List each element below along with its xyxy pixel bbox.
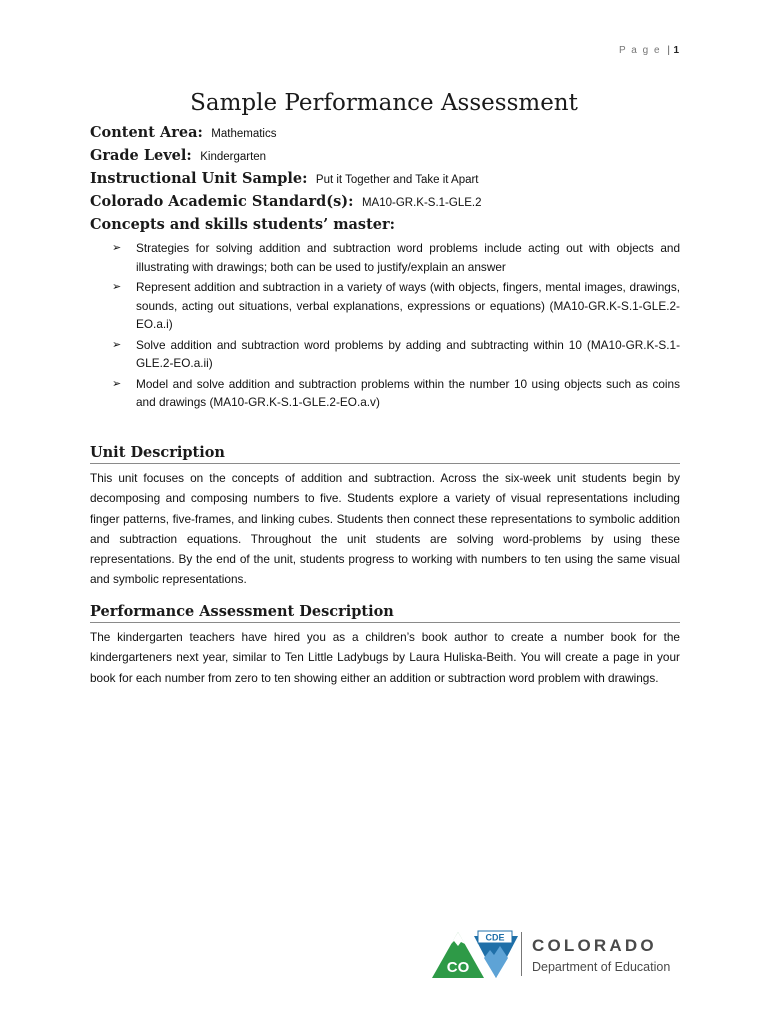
meta-unit-sample bbox=[90, 170, 680, 193]
meta-label: Grade Level: bbox=[90, 147, 192, 164]
assessment-meta bbox=[90, 124, 680, 414]
meta-label: Content Area: bbox=[90, 124, 203, 141]
assessment-description-body: The kindergarten teachers have hired you as a children’s book author to create a number book for the kindergarteners next year, similar to Ten Little Ladybugs by Laura Huliska-Beith. You will create a page in your book for each number from zero to ten showing either an addition or subtraction word problem with drawings. bbox=[90, 630, 680, 685]
logo-subtitle: Department of Education bbox=[532, 960, 671, 974]
page-number-header bbox=[619, 45, 679, 56]
meta-value: MA10-GR.K-S.1-GLE.2 bbox=[361, 197, 482, 209]
meta-value: Mathematics bbox=[211, 128, 277, 140]
list-item-text: Model and solve addition and subtraction problems within the number 10 using objects such as coins and drawings (MA10-GR.K-S.1-GLE.2-EO.a.v) bbox=[136, 376, 680, 409]
unit-description-section bbox=[90, 444, 680, 590]
assessment-description-heading: Performance Assessment Description bbox=[90, 603, 680, 623]
concepts-list bbox=[90, 239, 680, 412]
meta-label: Instructional Unit Sample: bbox=[90, 170, 308, 187]
assessment-description-section bbox=[90, 603, 680, 688]
unit-description-body: This unit focuses on the concepts of addition and subtraction. Across the six-week unit students begin by decomposing and composing numbers to five. Students explore a variety of visual representations including finger patterns, five-frames, and linking cubes. Students then connect these representations to symbolic addition and subtraction equations. Throughout the unit students are solving word-problems by using these representations. By the end of the unit, students progress to working with numbers to ten using the same visual and symbolic representations. bbox=[90, 471, 680, 587]
page-separator: | bbox=[667, 45, 672, 56]
list-item-text: Represent addition and subtraction in a variety of ways (with objects, fingers, mental images, drawings, sounds, acting out situations, verbal explanations, expressions or equations) (MA10-GR.K-S.1-GLE.2-EO.a.i) bbox=[136, 280, 680, 331]
arrow-bullet-icon: ➢ bbox=[112, 377, 122, 390]
list-item-text: Solve addition and subtraction word problems by adding and subtracting within 10 (MA10-GR.K-S.1-GLE.2-EO.a.ii) bbox=[136, 337, 680, 370]
meta-content-area bbox=[90, 124, 680, 147]
page-number: 1 bbox=[673, 45, 679, 56]
meta-grade-level bbox=[90, 147, 680, 170]
list-item bbox=[90, 375, 680, 412]
list-item bbox=[90, 278, 680, 334]
logo-divider bbox=[521, 932, 522, 976]
arrow-bullet-icon: ➢ bbox=[112, 281, 122, 293]
cde-mountain-icon bbox=[432, 928, 518, 980]
logo-wordmark: COLORADO bbox=[532, 936, 657, 955]
arrow-bullet-icon: ➢ bbox=[112, 242, 122, 254]
unit-description-heading: Unit Description bbox=[90, 444, 680, 464]
co-mark-text: CO bbox=[446, 959, 470, 976]
document-title: Sample Performance Assessment bbox=[190, 90, 578, 116]
meta-value: Put it Together and Take it Apart bbox=[315, 174, 479, 186]
list-item bbox=[90, 336, 680, 373]
concepts-heading: Concepts and skills students’ master: bbox=[90, 216, 396, 233]
cde-logo bbox=[432, 928, 682, 980]
arrow-bullet-icon: ➢ bbox=[112, 338, 122, 351]
meta-value: Kindergarten bbox=[200, 151, 267, 163]
list-item bbox=[90, 239, 680, 276]
meta-standards bbox=[90, 193, 680, 216]
meta-label: Colorado Academic Standard(s): bbox=[90, 193, 354, 210]
list-item-text: Strategies for solving addition and subtraction word problems include acting out with objects and illustrating with drawings; both can be used to justify/explain an answer bbox=[136, 241, 680, 274]
badge-text: CDE bbox=[485, 932, 505, 943]
page-label: P a g e bbox=[619, 45, 662, 56]
